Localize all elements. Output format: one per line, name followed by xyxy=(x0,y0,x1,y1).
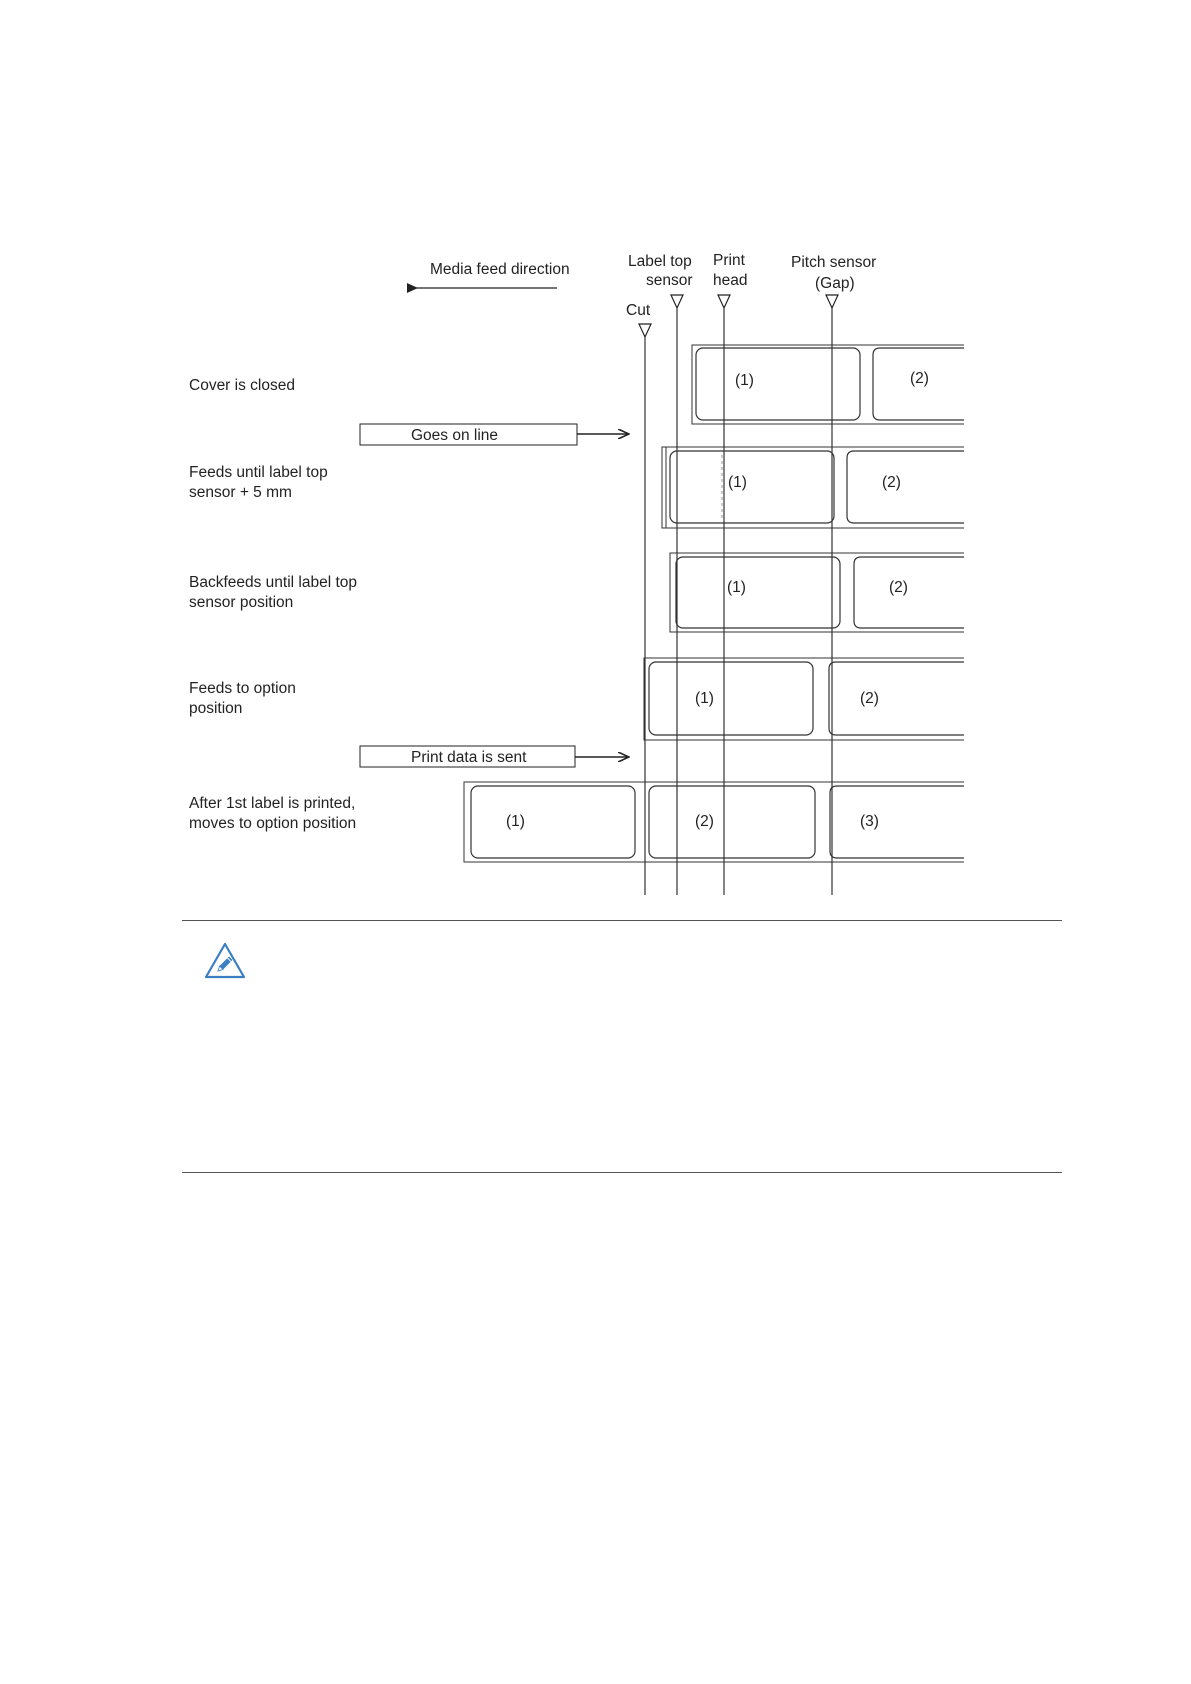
row-5-number-3: (3) xyxy=(860,813,879,830)
row-4-liner xyxy=(644,658,964,740)
row-4-label-2 xyxy=(829,662,964,735)
row-5-label-3 xyxy=(830,786,964,858)
row-5-label-2 xyxy=(649,786,815,858)
cut-sensor-label: Cut xyxy=(626,302,651,319)
note-body xyxy=(182,930,1062,1185)
row-3-number-1: (1) xyxy=(727,579,746,596)
row-5-number-2: (2) xyxy=(695,813,714,830)
label-top-marker-icon xyxy=(671,295,683,308)
row-5-number-1: (1) xyxy=(506,813,525,830)
pitch-sensor-label-2: (Gap) xyxy=(815,275,855,292)
row-2-number-2: (2) xyxy=(882,474,901,491)
row-5-liner xyxy=(464,782,964,862)
step-4-line-2: position xyxy=(189,700,243,717)
print-head-label-1: Print xyxy=(713,252,745,269)
row-3-label-1 xyxy=(676,557,840,628)
row-2-liner xyxy=(662,447,964,528)
row-1-number-1: (1) xyxy=(735,372,754,389)
step-2-line-2: sensor + 5 mm xyxy=(189,484,292,501)
print-data-sent-label: Print data is sent xyxy=(411,749,527,766)
pitch-sensor-marker-icon xyxy=(826,295,838,308)
label-top-sensor-label-2: sensor xyxy=(646,272,693,289)
row-1-number-2: (2) xyxy=(910,370,929,387)
label-top-sensor-label-1: Label top xyxy=(628,253,692,270)
step-5-line-2: moves to option position xyxy=(189,815,357,832)
row-4-number-2: (2) xyxy=(860,690,879,707)
print-head-marker-icon xyxy=(718,295,730,308)
row-3-liner xyxy=(670,553,964,632)
goes-on-line-label: Goes on line xyxy=(411,427,499,444)
step-2-line-1: Feeds until label top xyxy=(189,464,328,481)
row-2-label-2 xyxy=(847,451,964,523)
row-2-label-1 xyxy=(670,451,834,523)
step-1-line-1: Cover is closed xyxy=(189,377,295,394)
pitch-sensor-label-1: Pitch sensor xyxy=(791,254,877,271)
row-3-number-2: (2) xyxy=(889,579,908,596)
step-4-line-1: Feeds to option xyxy=(189,680,296,697)
row-4-label-1 xyxy=(649,662,813,735)
row-2-number-1: (1) xyxy=(728,474,747,491)
step-3-line-1: Backfeeds until label top xyxy=(189,574,358,591)
cut-marker-icon xyxy=(639,324,651,337)
row-3-label-2 xyxy=(854,557,964,628)
note-top-rule xyxy=(182,920,1062,921)
row-5-label-1 xyxy=(471,786,635,858)
row-4-number-1: (1) xyxy=(695,690,714,707)
direction-label: Media feed direction xyxy=(430,261,570,278)
note-bottom-rule xyxy=(182,1172,1062,1173)
step-3-line-2: sensor position xyxy=(189,594,294,611)
step-5-line-1: After 1st label is printed, xyxy=(189,795,356,812)
row-1-label-1 xyxy=(696,348,860,420)
print-head-label-2: head xyxy=(713,272,748,289)
